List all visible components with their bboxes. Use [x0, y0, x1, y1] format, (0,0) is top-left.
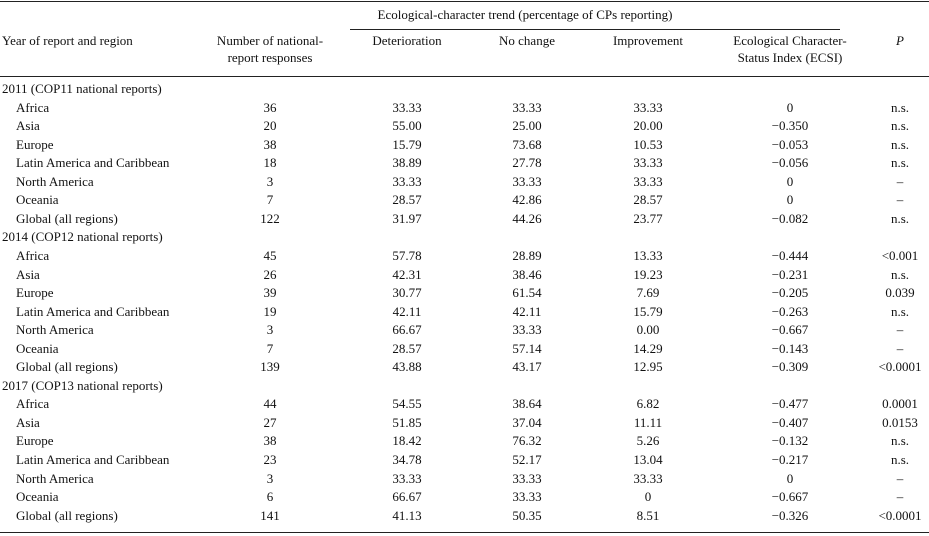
table-row — [0, 508, 929, 527]
cell-p: n.s. — [890, 136, 910, 152]
table-row — [0, 137, 929, 156]
table-row — [0, 155, 929, 174]
cell-p: – — [896, 192, 904, 208]
table-row — [0, 304, 929, 323]
cell-improvement: 33.33 — [633, 470, 663, 486]
cell-region: Africa — [16, 99, 50, 115]
cell-no-change: 33.33 — [512, 99, 542, 115]
cell-ecsi: −0.231 — [771, 266, 809, 282]
col-header-ecsi-line1: Ecological Character- — [733, 33, 847, 48]
cell-deterioration: 33.33 — [392, 99, 422, 115]
cell-improvement: 20.00 — [633, 118, 663, 134]
cell-responses: 141 — [260, 507, 280, 523]
cell-deterioration: 66.67 — [392, 489, 422, 505]
cell-p: – — [896, 173, 904, 189]
cell-ecsi: −0.444 — [771, 247, 809, 263]
cell-no-change: 38.64 — [512, 396, 542, 412]
cell-responses: 6 — [266, 489, 274, 505]
cell-no-change: 50.35 — [512, 507, 542, 523]
cell-responses: 36 — [263, 99, 277, 115]
cell-responses: 3 — [266, 173, 274, 189]
table-row — [0, 471, 929, 490]
cell-region: Global (all regions) — [16, 210, 118, 226]
cell-ecsi: −0.477 — [771, 396, 809, 412]
cell-improvement: 14.29 — [633, 340, 663, 356]
cell-region: Oceania — [16, 489, 59, 505]
cell-improvement: 5.26 — [636, 433, 660, 449]
cell-responses: 44 — [263, 396, 277, 412]
cell-responses: 27 — [263, 414, 277, 430]
cell-improvement: 33.33 — [633, 173, 663, 189]
top-rule — [0, 1, 929, 2]
table-row — [0, 452, 929, 471]
cell-p: <0.001 — [881, 247, 919, 263]
cell-ecsi: −0.407 — [771, 414, 809, 430]
group-header-label: Ecological-character trend (percentage of CPs reporting) — [377, 7, 673, 22]
cell-improvement: 12.95 — [633, 359, 663, 375]
cell-ecsi: −0.205 — [771, 285, 809, 301]
table-row — [0, 433, 929, 452]
table-row — [0, 359, 929, 378]
cell-deterioration: 33.33 — [392, 470, 422, 486]
cell-p: n.s. — [890, 303, 910, 319]
col-header-responses-line1: Number of national- — [216, 33, 324, 48]
cell-responses: 26 — [263, 266, 277, 282]
cell-p: n.s. — [890, 452, 910, 467]
cell-improvement: 6.82 — [636, 396, 660, 412]
cell-region: Oceania — [16, 192, 59, 208]
cell-no-change: 44.26 — [512, 210, 542, 226]
table-row — [0, 192, 929, 211]
cell-improvement: 33.33 — [633, 155, 663, 171]
cell-responses: 3 — [266, 322, 274, 338]
cell-deterioration: 55.00 — [392, 118, 422, 134]
cell-deterioration: 28.57 — [392, 192, 422, 208]
cell-deterioration: 28.57 — [392, 340, 422, 356]
group-header-rule — [350, 29, 840, 30]
cell-p: <0.0001 — [878, 359, 922, 375]
cell-improvement: 11.11 — [633, 414, 663, 430]
cell-improvement: 15.79 — [633, 303, 663, 319]
cell-deterioration: 43.88 — [392, 359, 422, 375]
cell-p: 0.039 — [885, 285, 915, 301]
cell-no-change: 42.86 — [512, 192, 542, 208]
cell-ecsi: 0 — [786, 173, 794, 189]
cell-responses: 39 — [263, 285, 277, 301]
cell-ecsi: −0.263 — [771, 303, 809, 319]
table-row — [0, 396, 929, 415]
cell-region: Europe — [16, 285, 54, 301]
cell-improvement: 33.33 — [633, 99, 663, 115]
cell-region: Europe — [16, 433, 54, 449]
cell-no-change: 57.14 — [512, 340, 542, 356]
cell-p: 0.0001 — [882, 396, 918, 412]
table-row — [0, 489, 929, 508]
cell-no-change: 33.33 — [512, 322, 542, 338]
col-header-deterioration: Deterioration — [372, 33, 442, 48]
cell-responses: 38 — [263, 433, 277, 449]
cell-region: Latin America and Caribbean — [16, 155, 170, 171]
cell-region: North America — [16, 322, 94, 338]
cell-ecsi: −0.082 — [771, 210, 809, 226]
cell-deterioration: 42.11 — [392, 303, 422, 319]
cell-deterioration: 34.78 — [392, 452, 422, 467]
cell-ecsi: −0.667 — [771, 489, 809, 505]
cell-ecsi: 0 — [786, 99, 794, 115]
col-header-no-change: No change — [499, 33, 555, 48]
bottom-rule — [0, 532, 929, 533]
table-row — [0, 285, 929, 304]
cell-p: n.s. — [890, 118, 910, 134]
cell-no-change: 52.17 — [512, 452, 542, 467]
cell-deterioration: 18.42 — [392, 433, 422, 449]
cell-deterioration: 57.78 — [392, 247, 422, 263]
cell-region: Latin America and Caribbean — [16, 303, 170, 319]
cell-responses: 45 — [263, 247, 277, 263]
table-row — [0, 118, 929, 137]
cell-no-change: 25.00 — [512, 118, 542, 134]
cell-improvement: 23.77 — [633, 210, 663, 226]
cell-improvement: 13.33 — [633, 247, 663, 263]
cell-ecsi: 0 — [786, 470, 794, 486]
cell-p: n.s. — [890, 155, 910, 171]
col-header-p: P — [896, 33, 904, 48]
table-row — [0, 322, 929, 341]
col-header-improvement: Improvement — [612, 33, 684, 48]
cell-improvement: 28.57 — [633, 192, 663, 208]
cell-region: Latin America and Caribbean — [16, 452, 170, 467]
cell-region: Global (all regions) — [16, 359, 118, 375]
cell-no-change: 33.33 — [512, 489, 542, 505]
cell-improvement: 13.04 — [633, 452, 663, 467]
cell-responses: 19 — [263, 303, 277, 319]
cell-region: Europe — [16, 136, 54, 152]
cell-improvement: 0 — [644, 489, 652, 505]
cell-ecsi: −0.053 — [771, 136, 809, 152]
cell-no-change: 33.33 — [512, 470, 542, 486]
cell-p: n.s. — [890, 266, 910, 282]
cell-region: North America — [16, 470, 94, 486]
cell-responses: 7 — [266, 192, 274, 208]
cell-deterioration: 33.33 — [392, 173, 422, 189]
cell-responses: 20 — [263, 118, 277, 134]
cell-region: Asia — [16, 118, 40, 134]
cell-region: Africa — [16, 247, 50, 263]
cell-region: Asia — [16, 266, 40, 282]
table-row — [0, 267, 929, 286]
cell-ecsi: 0 — [786, 192, 794, 208]
cell-no-change: 27.78 — [512, 155, 542, 171]
cell-no-change: 76.32 — [512, 433, 542, 449]
cell-responses: 122 — [260, 210, 280, 226]
cell-deterioration: 66.67 — [392, 322, 422, 338]
table-row — [0, 100, 929, 119]
cell-improvement: 0.00 — [636, 322, 660, 338]
section-title: 2011 (COP11 national reports) — [2, 81, 162, 96]
cell-p: n.s. — [890, 433, 910, 449]
cell-responses: 18 — [263, 155, 277, 171]
cell-p: – — [896, 340, 904, 356]
cell-p: 0.0153 — [882, 414, 918, 430]
cell-p: n.s. — [890, 210, 910, 226]
cell-p: <0.0001 — [878, 507, 922, 523]
cell-ecsi: −0.056 — [771, 155, 809, 171]
cell-deterioration: 51.85 — [392, 414, 422, 430]
cell-no-change: 43.17 — [512, 359, 542, 375]
cell-region: Global (all regions) — [16, 507, 118, 523]
cell-no-change: 73.68 — [512, 136, 542, 152]
cell-improvement: 8.51 — [636, 507, 660, 523]
section-title: 2014 (COP12 national reports) — [2, 229, 163, 245]
table-row — [0, 248, 929, 267]
cell-ecsi: −0.143 — [771, 340, 809, 356]
cell-deterioration: 30.77 — [392, 285, 422, 301]
header-rule — [0, 76, 929, 77]
cell-p: – — [896, 489, 904, 505]
cell-ecsi: −0.667 — [771, 322, 809, 338]
cell-no-change: 37.04 — [512, 414, 542, 430]
cell-p: – — [896, 322, 904, 338]
cell-no-change: 28.89 — [512, 247, 542, 263]
cell-no-change: 61.54 — [512, 285, 542, 301]
table-row — [0, 174, 929, 193]
cell-p: n.s. — [890, 99, 910, 115]
table-row — [0, 415, 929, 434]
cell-deterioration: 38.89 — [392, 155, 422, 171]
col-header-region: Year of report and region — [2, 33, 133, 48]
cell-p: – — [896, 470, 904, 486]
cell-region: Asia — [16, 414, 40, 430]
cell-deterioration: 42.31 — [392, 266, 422, 282]
col-header-responses-line2: report responses — [227, 50, 313, 65]
cell-responses: 139 — [260, 359, 280, 375]
cell-deterioration: 31.97 — [392, 210, 422, 226]
cell-no-change: 38.46 — [512, 266, 542, 282]
cell-improvement: 7.69 — [636, 285, 660, 301]
cell-responses: 23 — [263, 452, 277, 467]
cell-region: Oceania — [16, 340, 59, 356]
cell-no-change: 33.33 — [512, 173, 542, 189]
cell-responses: 38 — [263, 136, 277, 152]
cell-ecsi: −0.132 — [771, 433, 809, 449]
cell-ecsi: −0.217 — [771, 452, 809, 467]
col-header-ecsi-line2: Status Index (ECSI) — [737, 50, 843, 65]
cell-ecsi: −0.309 — [771, 359, 809, 375]
cell-improvement: 10.53 — [633, 136, 663, 152]
section-title: 2017 (COP13 national reports) — [2, 377, 163, 393]
cell-deterioration: 41.13 — [392, 507, 422, 523]
cell-responses: 3 — [266, 470, 274, 486]
cell-deterioration: 15.79 — [392, 136, 422, 152]
cell-improvement: 19.23 — [633, 266, 663, 282]
cell-responses: 7 — [266, 340, 274, 356]
table-row — [0, 341, 929, 360]
cell-ecsi: −0.350 — [771, 118, 809, 134]
cell-deterioration: 54.55 — [392, 396, 422, 412]
cell-region: North America — [16, 173, 94, 189]
cell-ecsi: −0.326 — [771, 507, 809, 523]
cell-region: Africa — [16, 396, 50, 412]
table-row — [0, 211, 929, 230]
cell-no-change: 42.11 — [512, 303, 542, 319]
